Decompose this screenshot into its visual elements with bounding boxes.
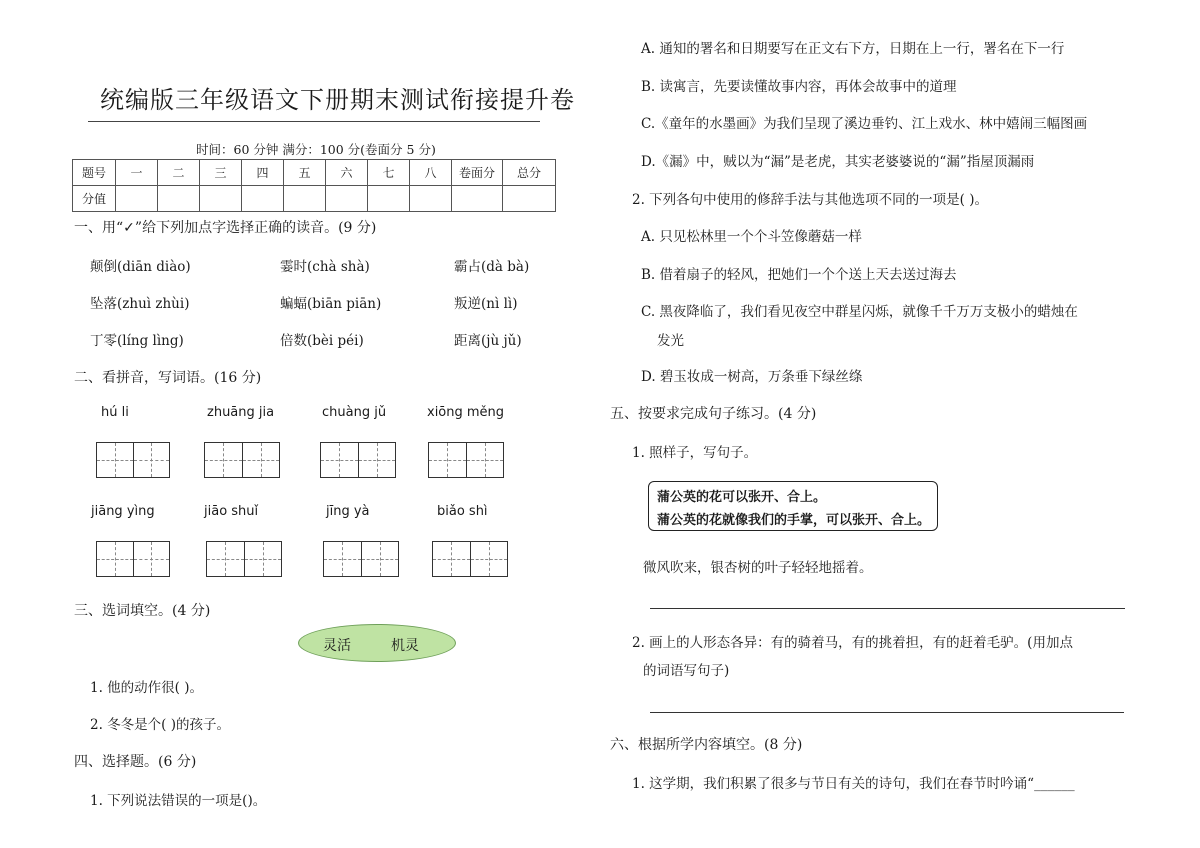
- pinyin-prompt: biǎo shì: [437, 504, 488, 519]
- section-2-heading: 二、看拼音，写词语。(16 分): [74, 370, 262, 386]
- choice-question: 2. 下列各句中使用的修辞手法与其他选项不同的一项是( )。: [632, 192, 988, 208]
- writing-grid[interactable]: [206, 541, 282, 577]
- score-header-cell: 题号: [73, 160, 116, 186]
- writing-grid[interactable]: [320, 442, 396, 478]
- section-6-heading: 六、根据所学内容填空。(8 分): [610, 737, 803, 753]
- score-header-cell: 二: [158, 160, 200, 186]
- pronunciation-item[interactable]: 霎时(chà shà): [280, 259, 370, 275]
- score-table: [72, 159, 556, 212]
- score-header-cell: 总分: [503, 160, 556, 186]
- writing-grid[interactable]: [428, 442, 504, 478]
- score-input-cell[interactable]: [116, 186, 158, 212]
- writing-grid[interactable]: [96, 541, 170, 577]
- score-input-cell[interactable]: [368, 186, 410, 212]
- sentence-question-continuation: 的词语写句子): [643, 663, 730, 679]
- choice-option[interactable]: D. 碧玉妆成一树高，万条垂下绿丝绦: [641, 369, 863, 385]
- sentence-question: 2. 画上的人形态各异：有的骑着马，有的挑着担，有的赶着毛驴。(用加点: [632, 635, 1073, 651]
- pinyin-prompt: zhuāng jia: [207, 405, 275, 420]
- score-input-cell[interactable]: [158, 186, 200, 212]
- choice-option[interactable]: D.《漏》中，贼以为“漏”是老虎，其实老婆婆说的“漏”指屋顶漏雨: [641, 154, 1035, 170]
- example-sentence: 蒲公英的花就像我们的手掌，可以张开、合上。: [657, 513, 931, 528]
- choice-option[interactable]: C. 黑夜降临了，我们看见夜空中群星闪烁，就像千千万万支极小的蜡烛在: [641, 304, 1078, 320]
- choice-option[interactable]: B. 借着扇子的轻风，把她们一个个送上天去送过海去: [641, 267, 957, 283]
- score-header-cell: 六: [326, 160, 368, 186]
- score-header-cell: 卷面分: [452, 160, 503, 186]
- score-input-cell[interactable]: [242, 186, 284, 212]
- fill-question[interactable]: 2. 冬冬是个( )的孩子。: [90, 717, 230, 733]
- choice-question: 1. 下列说法错误的一项是()。: [90, 793, 267, 809]
- practice-sentence: 微风吹来，银杏树的叶子轻轻地摇着。: [643, 560, 873, 576]
- section-1-heading: [74, 217, 376, 237]
- score-table-header-row: [73, 160, 556, 186]
- score-input-cell[interactable]: [503, 186, 556, 212]
- example-box: [648, 481, 938, 531]
- score-header-cell: 一: [116, 160, 158, 186]
- choice-option[interactable]: A. 只见松林里一个个斗笠像蘑菇一样: [641, 229, 862, 245]
- score-header-cell: 四: [242, 160, 284, 186]
- score-header-cell: 三: [200, 160, 242, 186]
- section-1-heading-a: 一、用“: [74, 220, 124, 236]
- word-bank-oval: [298, 624, 456, 662]
- pinyin-prompt: jiāo shuǐ: [204, 504, 259, 519]
- section-5-heading: 五、按要求完成句子练习。(4 分): [610, 406, 817, 422]
- score-input-cell[interactable]: [326, 186, 368, 212]
- pronunciation-item[interactable]: 颠倒(diān diào): [90, 259, 191, 275]
- pinyin-prompt: chuàng jǔ: [322, 405, 387, 420]
- fill-question[interactable]: 1. 这学期，我们积累了很多与节日有关的诗句，我们在春节时吟诵“______: [632, 776, 1075, 792]
- word-choice: 灵活: [323, 638, 351, 654]
- choice-option[interactable]: A. 通知的署名和日期要写在正文右下方，日期在上一行，署名在下一行: [641, 41, 1065, 57]
- score-input-cell[interactable]: [200, 186, 242, 212]
- exam-meta: 时间：60 分钟 满分：100 分(卷面分 5 分): [196, 142, 436, 157]
- page-title: 统编版三年级语文下册期末测试衔接提升卷: [100, 86, 575, 114]
- choice-option-continuation: 发光: [657, 333, 684, 349]
- choice-option[interactable]: B. 读寓言，先要读懂故事内容，再体会故事中的道理: [641, 79, 957, 95]
- example-sentence: 蒲公英的花可以张开、合上。: [657, 490, 827, 505]
- fill-question[interactable]: 1. 他的动作很( )。: [90, 680, 203, 696]
- pronunciation-item[interactable]: 距离(jù jǔ): [454, 333, 522, 349]
- score-input-cell[interactable]: [410, 186, 452, 212]
- score-table-value-row: [73, 186, 556, 212]
- score-row-label: 分值: [73, 186, 116, 212]
- title-divider: [88, 121, 540, 122]
- pinyin-prompt: xiōng měng: [427, 405, 505, 420]
- sentence-question: 1. 照样子，写句子。: [632, 445, 758, 461]
- pronunciation-item[interactable]: 蝙蝠(biān piān): [280, 296, 382, 312]
- score-header-cell: 五: [284, 160, 326, 186]
- pronunciation-item[interactable]: 丁零(líng lìng): [90, 333, 184, 349]
- writing-grid[interactable]: [432, 541, 508, 577]
- answer-line[interactable]: [650, 712, 1124, 713]
- writing-grid[interactable]: [323, 541, 399, 577]
- section-1-heading-b: ”给下列加点字选择正确的读音。(9 分): [134, 220, 377, 236]
- answer-line[interactable]: [650, 608, 1125, 609]
- section-4-heading: 四、选择题。(6 分): [74, 754, 197, 770]
- pinyin-prompt: hú li: [101, 405, 129, 420]
- writing-grid[interactable]: [204, 442, 280, 478]
- pinyin-prompt: jīng yà: [326, 504, 370, 519]
- score-header-cell: 八: [410, 160, 452, 186]
- check-mark-icon: ✓: [123, 220, 135, 236]
- score-header-cell: 七: [368, 160, 410, 186]
- pronunciation-item[interactable]: 倍数(bèi péi): [280, 333, 364, 349]
- section-3-heading: 三、选词填空。(4 分): [74, 603, 211, 619]
- score-input-cell[interactable]: [284, 186, 326, 212]
- pinyin-prompt: jiāng yìng: [91, 504, 155, 519]
- choice-option[interactable]: C.《童年的水墨画》为我们呈现了溪边垂钓、江上戏水、林中嬉闹三幅图画: [641, 116, 1088, 132]
- score-input-cell[interactable]: [452, 186, 503, 212]
- word-choice: 机灵: [391, 638, 419, 654]
- pronunciation-item[interactable]: 坠落(zhuì zhùi): [90, 296, 190, 312]
- writing-grid[interactable]: [96, 442, 170, 478]
- pronunciation-item[interactable]: 叛逆(nì lì): [454, 296, 518, 312]
- pronunciation-item[interactable]: 霸占(dà bà): [454, 259, 530, 275]
